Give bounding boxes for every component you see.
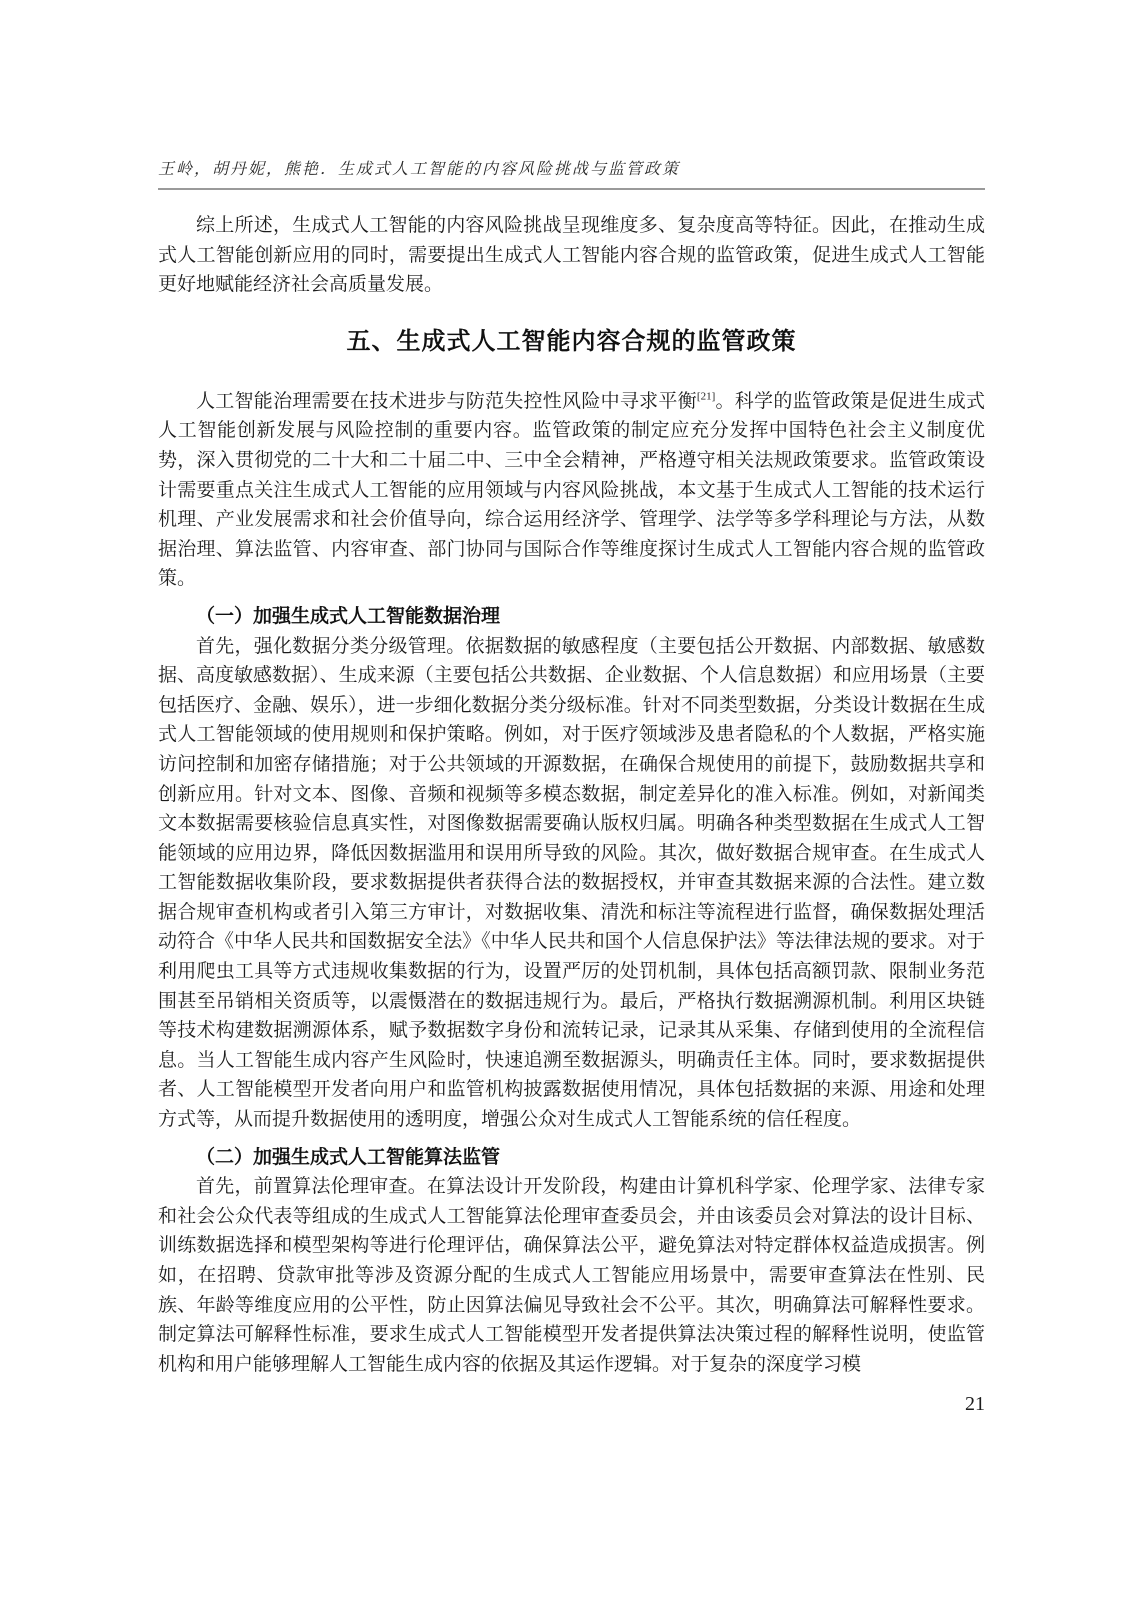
- page-number: 21: [965, 1393, 985, 1416]
- subsection-2-heading: （二）加强生成式人工智能算法监管: [196, 1146, 501, 1168]
- lead-text-after-ref: 。科学的监管政策是促进生成式人工智能创新发展与风险控制的重要内容。监管政策的制定应充分发挥中国特色社会主义制度优势，深入贯彻党的二十大和二十届二中、三中全会精神，严格遵守相关法规政策要求。监管政策设计需要重点关注生成式人工智能的应用领域与内容风险挑战，本文基于生成式人工智能的技术运行机理、产业发展需求和社会价值导向，综合运用经济学、管理学、法学等多学科理论与方法，从数据治理、算法监管、内容审查、部门协同与国际合作等维度探讨生成式人工智能内容合规的监管政策。: [158, 390, 985, 590]
- running-header-title: 王岭，胡丹妮，熊艳．生成式人工智能的内容风险挑战与监管政策: [158, 161, 681, 178]
- subsection-1-heading: （一）加强生成式人工智能数据治理: [196, 605, 501, 627]
- page-body: [158, 211, 985, 1379]
- lead-text-before-ref: 人工智能治理需要在技术进步与防范失控性风险中寻求平衡: [196, 390, 697, 412]
- page-footer: [158, 1392, 985, 1416]
- intro-paragraph: 综上所述，生成式人工智能的内容风险挑战呈现维度多、复杂度高等特征。因此，在推动生成式人工智能创新应用的同时，需要提出生成式人工智能内容合规的监管政策，促进生成式人工智能更好地赋能经济社会高质量发展。: [158, 215, 985, 296]
- subsection-1-paragraph: 首先，强化数据分类分级管理。依据数据的敏感程度（主要包括公开数据、内部数据、敏感数据、高度敏感数据）、生成来源（主要包括公共数据、企业数据、个人信息数据）和应用场景（主要包括医疗、金融、娱乐），进一步细化数据分类分级标准。针对不同类型数据，分类设计数据在生成式人工智能领域的使用规则和保护策略。例如，对于医疗领域涉及患者隐私的个人数据，严格实施访问控制和加密存储措施；对于公共领域的开源数据，在确保合规使用的前提下，鼓励数据共享和创新应用。针对文本、图像、音频和视频等多模态数据，制定差异化的准入标准。例如，对新闻类文本数据需要核验信息真实性，对图像数据需要确认版权归属。明确各种类型数据在生成式人工智能领域的应用边界，降低因数据滥用和误用所导致的风险。其次，做好数据合规审查。在生成式人工智能数据收集阶段，要求数据提供者获得合法的数据授权，并审查其数据来源的合法性。建立数据合规审查机构或者引入第三方审计，对数据收集、清洗和标注等流程进行监督，确保数据处理活动符合《中华人民共和国数据安全法》《中华人民共和国个人信息保护法》等法律法规的要求。对于利用爬虫工具等方式违规收集数据的行为，设置严厉的处罚机制，具体包括高额罚款、限制业务范围甚至吊销相关资质等，以震慑潜在的数据违规行为。最后，严格执行数据溯源机制。利用区块链等技术构建数据溯源体系，赋予数据数字身份和流转记录，记录其从采集、存储到使用的全流程信息。当人工智能生成内容产生风险时，快速追溯至数据源头，明确责任主体。同时，要求数据提供者、人工智能模型开发者向用户和监管机构披露数据使用情况，具体包括数据的来源、用途和处理方式等，从而提升数据使用的透明度，增强公众对生成式人工智能系统的信任程度。: [158, 635, 985, 1131]
- citation-ref-21: [21]: [696, 390, 716, 403]
- section-lead-paragraph: [158, 387, 985, 594]
- section-title: 五、生成式人工智能内容合规的监管政策: [346, 327, 797, 355]
- subsection-2-paragraph: 首先，前置算法伦理审查。在算法设计开发阶段，构建由计算机科学家、伦理学家、法律专家和社会公众代表等组成的生成式人工智能算法伦理审查委员会，并由该委员会对算法的设计目标、训练数据选择和模型架构等进行伦理评估，确保算法公平，避免算法对特定群体权益造成损害。例如，在招聘、贷款审批等涉及资源分配的生成式人工智能应用场景中，需要审查算法在性别、民族、年龄等维度应用的公平性，防止因算法偏见导致社会不公平。其次，明确算法可解释性要求。制定算法可解释性标准，要求生成式人工智能模型开发者提供算法决策过程的解释性说明，使监管机构和用户能够理解人工智能生成内容的依据及其运作逻辑。对于复杂的深度学习模: [158, 1176, 985, 1375]
- running-header: [158, 160, 985, 190]
